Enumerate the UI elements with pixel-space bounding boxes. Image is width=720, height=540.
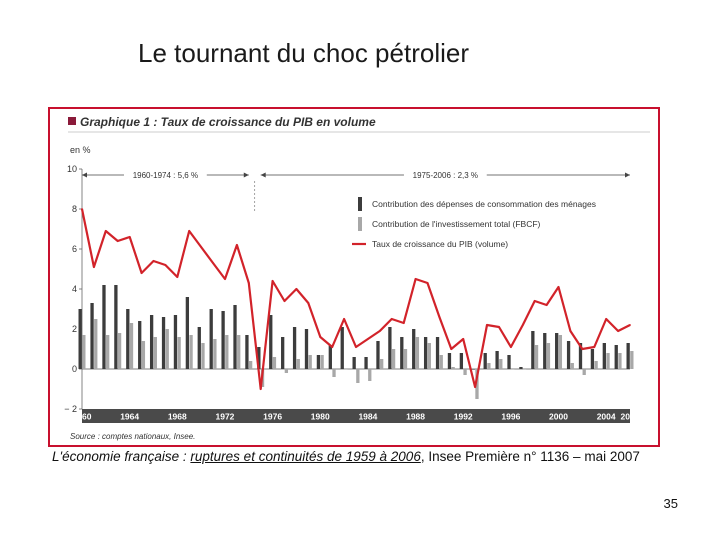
caption-link[interactable]: ruptures et continuités de 1959 à 2006 bbox=[190, 449, 421, 464]
gdp-point bbox=[176, 276, 178, 278]
x-tick-label: 1988 bbox=[406, 411, 426, 422]
gdp-point bbox=[605, 318, 607, 320]
bar-investment bbox=[452, 367, 455, 369]
bar-investment bbox=[559, 335, 562, 369]
gdp-point bbox=[105, 230, 107, 232]
y-tick-label: 2 bbox=[71, 324, 77, 334]
gdp-point bbox=[379, 330, 381, 332]
bar-investment bbox=[416, 337, 419, 369]
bar-consumption bbox=[567, 341, 570, 369]
source-note: Source : comptes nationaux, Insee. bbox=[70, 432, 196, 441]
bar-consumption bbox=[472, 369, 475, 370]
bar-consumption bbox=[305, 329, 308, 369]
bar-consumption bbox=[317, 355, 320, 369]
bar-investment bbox=[189, 335, 192, 369]
chart-title: Graphique 1 : Taux de croissance du PIB en volume bbox=[80, 115, 376, 129]
bar-investment bbox=[94, 319, 97, 369]
x-tick-label: 1996 bbox=[501, 411, 521, 422]
gdp-point bbox=[462, 338, 464, 340]
bar-investment bbox=[594, 361, 597, 369]
bar-investment bbox=[213, 339, 216, 369]
gdp-point bbox=[93, 266, 95, 268]
bar-consumption bbox=[90, 303, 93, 369]
legend-label: Contribution de l'investissement total (FBCF) bbox=[372, 219, 541, 229]
bar-investment bbox=[630, 351, 633, 369]
bar-investment bbox=[166, 329, 169, 369]
y-tick-label: 6 bbox=[71, 244, 77, 254]
unit-label: en % bbox=[70, 145, 91, 155]
bar-consumption bbox=[603, 343, 606, 369]
bar-investment bbox=[320, 355, 323, 369]
gdp-point bbox=[307, 302, 309, 304]
x-tick-label: 1976 bbox=[263, 411, 283, 422]
bar-investment bbox=[571, 363, 574, 369]
bar-consumption bbox=[400, 337, 403, 369]
x-tick-label: 2004 bbox=[596, 411, 616, 422]
x-tick-label: 1960 bbox=[72, 411, 92, 422]
bar-investment bbox=[368, 369, 371, 381]
x-tick-label: 2006 bbox=[620, 411, 640, 422]
gdp-point bbox=[272, 280, 274, 282]
chart bbox=[50, 109, 658, 445]
gdp-point bbox=[581, 348, 583, 350]
period-arrowhead bbox=[261, 173, 266, 178]
x-tick-label: 1980 bbox=[310, 411, 330, 422]
bar-investment bbox=[273, 357, 276, 369]
bar-investment bbox=[499, 359, 502, 369]
gdp-point bbox=[343, 318, 345, 320]
bar-consumption bbox=[245, 335, 248, 369]
bar-investment bbox=[130, 323, 133, 369]
bar-consumption bbox=[424, 337, 427, 369]
gdp-point bbox=[296, 288, 298, 290]
gdp-point bbox=[522, 324, 524, 326]
gdp-point bbox=[248, 282, 250, 284]
bar-investment bbox=[511, 369, 514, 370]
bar-investment bbox=[154, 337, 157, 369]
gdp-point bbox=[403, 322, 405, 324]
x-tick-label: 1968 bbox=[167, 411, 187, 422]
period-arrowhead bbox=[244, 173, 249, 178]
bar-investment bbox=[487, 363, 490, 369]
bar-consumption bbox=[162, 317, 165, 369]
bar-investment bbox=[309, 355, 312, 369]
gdp-point bbox=[164, 264, 166, 266]
gdp-point bbox=[546, 304, 548, 306]
period-label: 1960-1974 : 5,6 % bbox=[132, 171, 199, 180]
bar-investment bbox=[106, 335, 109, 369]
bar-consumption bbox=[150, 315, 153, 369]
bar-investment bbox=[356, 369, 359, 383]
gdp-point bbox=[129, 236, 131, 238]
figure-caption bbox=[52, 449, 640, 464]
gdp-point bbox=[534, 300, 536, 302]
bar-consumption bbox=[591, 349, 594, 369]
x-tick-label: 1964 bbox=[120, 411, 140, 422]
slide-title: Le tournant du choc pétrolier bbox=[138, 38, 469, 68]
caption-suffix: , Insee Première n° 1136 – mai 2007 bbox=[420, 449, 640, 464]
bar-consumption bbox=[198, 327, 201, 369]
bar-consumption bbox=[388, 327, 391, 369]
bar-investment bbox=[178, 337, 181, 369]
bar-investment bbox=[535, 345, 538, 369]
bar-investment bbox=[440, 355, 443, 369]
bar-investment bbox=[380, 359, 383, 369]
period-arrowhead bbox=[625, 173, 630, 178]
bar-investment bbox=[344, 369, 347, 370]
bar-consumption bbox=[186, 297, 189, 369]
y-tick-label: 0 bbox=[71, 364, 77, 374]
bar-consumption bbox=[79, 309, 82, 369]
bar-investment bbox=[82, 335, 85, 369]
period-arrowhead bbox=[82, 173, 87, 178]
bar-investment bbox=[547, 343, 550, 369]
bar-consumption bbox=[281, 337, 284, 369]
y-tick-label: 4 bbox=[71, 284, 77, 294]
y-tick-label: 10 bbox=[66, 164, 77, 174]
bar-investment bbox=[237, 335, 240, 369]
gdp-point bbox=[558, 286, 560, 288]
gdp-point bbox=[141, 272, 143, 274]
gdp-point bbox=[224, 278, 226, 280]
bar-investment bbox=[285, 369, 288, 373]
gdp-point bbox=[415, 278, 417, 280]
gdp-point bbox=[319, 336, 321, 338]
bar-consumption bbox=[460, 353, 463, 369]
bar-investment bbox=[297, 359, 300, 369]
gdp-point bbox=[570, 330, 572, 332]
figure-frame bbox=[48, 107, 660, 447]
bar-consumption bbox=[126, 309, 129, 369]
bar-consumption bbox=[627, 343, 630, 369]
gdp-point bbox=[117, 240, 119, 242]
gdp-point bbox=[438, 316, 440, 318]
y-tick-label: − 2 bbox=[64, 404, 77, 414]
gdp-point bbox=[188, 230, 190, 232]
bar-investment bbox=[142, 341, 145, 369]
bar-consumption bbox=[615, 345, 618, 369]
y-tick-label: 8 bbox=[71, 204, 77, 214]
gdp-point bbox=[284, 300, 286, 302]
bar-consumption bbox=[210, 309, 213, 369]
gdp-point bbox=[260, 388, 262, 390]
bar-consumption bbox=[293, 327, 296, 369]
gdp-point bbox=[629, 324, 631, 326]
bar-consumption bbox=[531, 331, 534, 369]
bar-investment bbox=[332, 369, 335, 377]
gdp-point bbox=[450, 348, 452, 350]
x-axis-band bbox=[82, 409, 630, 423]
bar-consumption bbox=[543, 333, 546, 369]
bar-consumption bbox=[341, 327, 344, 369]
bar-consumption bbox=[102, 285, 105, 369]
gdp-point bbox=[486, 324, 488, 326]
x-tick-label: 1972 bbox=[215, 411, 235, 422]
bar-consumption bbox=[519, 367, 522, 369]
page-number: 35 bbox=[663, 496, 678, 511]
bar-consumption bbox=[221, 311, 224, 369]
bar-consumption bbox=[448, 353, 451, 369]
legend-swatch bbox=[358, 217, 362, 231]
gdp-point bbox=[391, 318, 393, 320]
caption-prefix: L'économie française : bbox=[52, 449, 191, 464]
bar-investment bbox=[523, 369, 526, 370]
bar-investment bbox=[225, 335, 228, 369]
x-tick-label: 1984 bbox=[358, 411, 378, 422]
bar-consumption bbox=[114, 285, 117, 369]
bar-consumption bbox=[507, 355, 510, 369]
bar-consumption bbox=[233, 305, 236, 369]
bar-investment bbox=[463, 369, 466, 375]
bar-consumption bbox=[353, 357, 356, 369]
gdp-point bbox=[498, 326, 500, 328]
bar-consumption bbox=[495, 351, 498, 369]
bar-consumption bbox=[436, 337, 439, 369]
legend-swatch bbox=[358, 197, 362, 211]
bar-investment bbox=[201, 343, 204, 369]
chart-title-marker bbox=[68, 117, 76, 125]
bar-investment bbox=[583, 369, 586, 375]
legend bbox=[352, 197, 596, 249]
gdp-point bbox=[367, 338, 369, 340]
bar-investment bbox=[249, 361, 252, 369]
x-tick-label: 1992 bbox=[453, 411, 473, 422]
gdp-point bbox=[236, 244, 238, 246]
bar-consumption bbox=[376, 341, 379, 369]
bar-consumption bbox=[138, 321, 141, 369]
bar-investment bbox=[404, 349, 407, 369]
gdp-point bbox=[474, 386, 476, 388]
gdp-point bbox=[593, 346, 595, 348]
gdp-point bbox=[153, 260, 155, 262]
bar-consumption bbox=[555, 333, 558, 369]
gdp-point bbox=[355, 346, 357, 348]
legend-label: Taux de croissance du PIB (volume) bbox=[372, 239, 509, 249]
gdp-point bbox=[510, 346, 512, 348]
bar-consumption bbox=[484, 353, 487, 369]
gdp-point bbox=[212, 262, 214, 264]
bar-investment bbox=[428, 343, 431, 369]
bar-investment bbox=[392, 349, 395, 369]
bar-consumption bbox=[412, 329, 415, 369]
bar-investment bbox=[618, 353, 621, 369]
gdp-point bbox=[331, 346, 333, 348]
x-tick-label: 2000 bbox=[549, 411, 568, 422]
gdp-point bbox=[427, 282, 429, 284]
gdp-point bbox=[617, 330, 619, 332]
legend-label: Contribution des dépenses de consommation des ménages bbox=[372, 199, 596, 209]
bar-consumption bbox=[329, 345, 332, 369]
gdp-point bbox=[81, 208, 83, 210]
bar-consumption bbox=[174, 315, 177, 369]
period-label: 1975-2006 : 2,3 % bbox=[412, 171, 479, 180]
bar-investment bbox=[606, 353, 609, 369]
bar-consumption bbox=[269, 315, 272, 369]
gdp-point bbox=[200, 246, 202, 248]
bar-consumption bbox=[364, 357, 367, 369]
bar-investment bbox=[118, 333, 121, 369]
